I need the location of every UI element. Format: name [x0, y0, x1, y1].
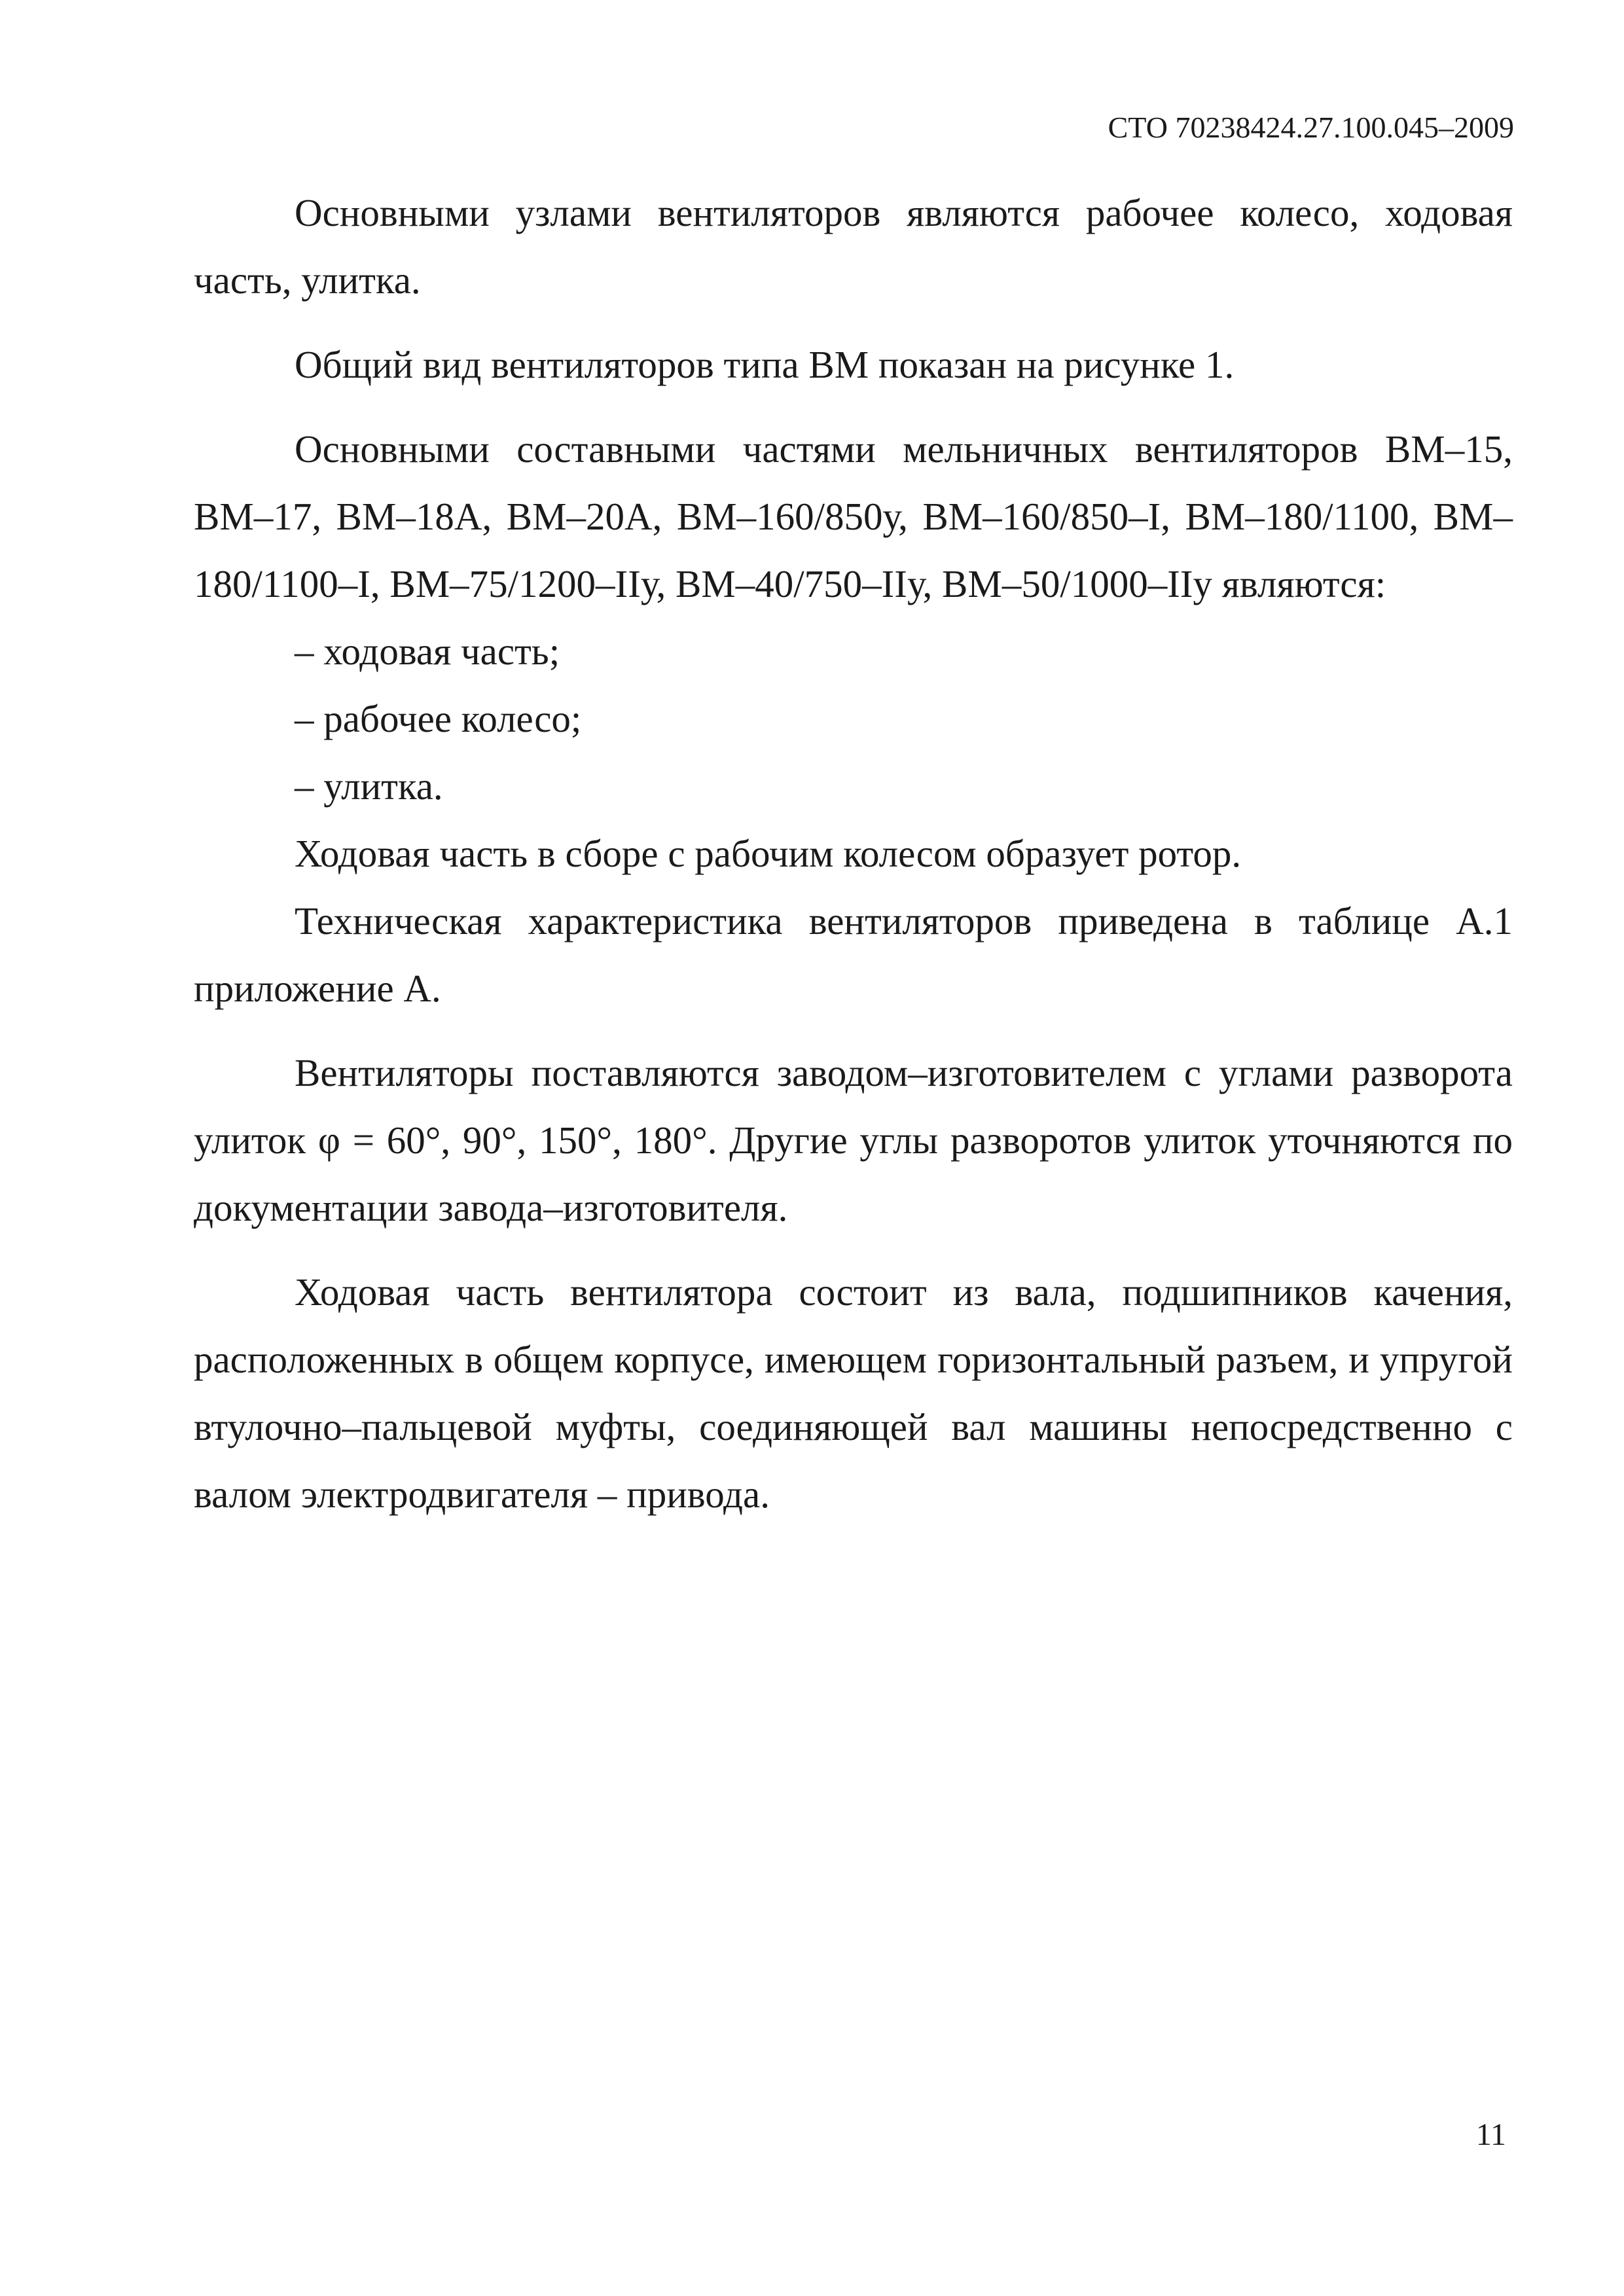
list-item: – рабочее колесо; [295, 697, 582, 740]
list-item: – ходовая часть; [295, 630, 560, 673]
page-number: 11 [1475, 2117, 1506, 2152]
paragraph-main-units: Основными узлами вентиляторов являются рабочее колесо, ходовая часть, улитка. [194, 191, 1513, 302]
paragraph-general-view: Общий вид вентиляторов типа ВМ показан на рисунке 1. [295, 343, 1235, 386]
paragraph-specifications: Техническая характеристика вентиляторов приведена в таблице А.1 приложение А. [194, 899, 1513, 1010]
paragraph-running-gear: Ходовая часть вентилятора состоит из вала, подшипников качения, расположенных в общем корпусе, имеющем горизонтальный разъем, и упругой втулочно–пальцевой муфты, соединяющей вал машины непосредственно с валом электродвигателя – привода. [194, 1270, 1513, 1516]
document-code: СТО 70238424.27.100.045–2009 [1108, 111, 1514, 144]
paragraph-delivery-angles: Вентиляторы поставляются заводом–изготовителем с углами разворота улиток φ = 60°, 90°, 150°, 180°. Другие углы разворотов улиток уточняются по документации завода–изготовителя. [194, 1051, 1513, 1229]
document-body [194, 179, 1513, 1528]
list-item: – улитка. [295, 764, 443, 808]
paragraph-components: Основными составными частями мельничных вентиляторов ВМ–15, ВМ–17, ВМ–18А, ВМ–20А, ВМ–160/850у, ВМ–160/850–I, ВМ–180/1100, ВМ–180/1100–I, ВМ–75/1200–IIу, ВМ–40/750–IIу, ВМ–50/1000–IIу являются: [194, 427, 1513, 605]
paragraph-rotor: Ходовая часть в сборе с рабочим колесом образует ротор. [295, 832, 1242, 875]
